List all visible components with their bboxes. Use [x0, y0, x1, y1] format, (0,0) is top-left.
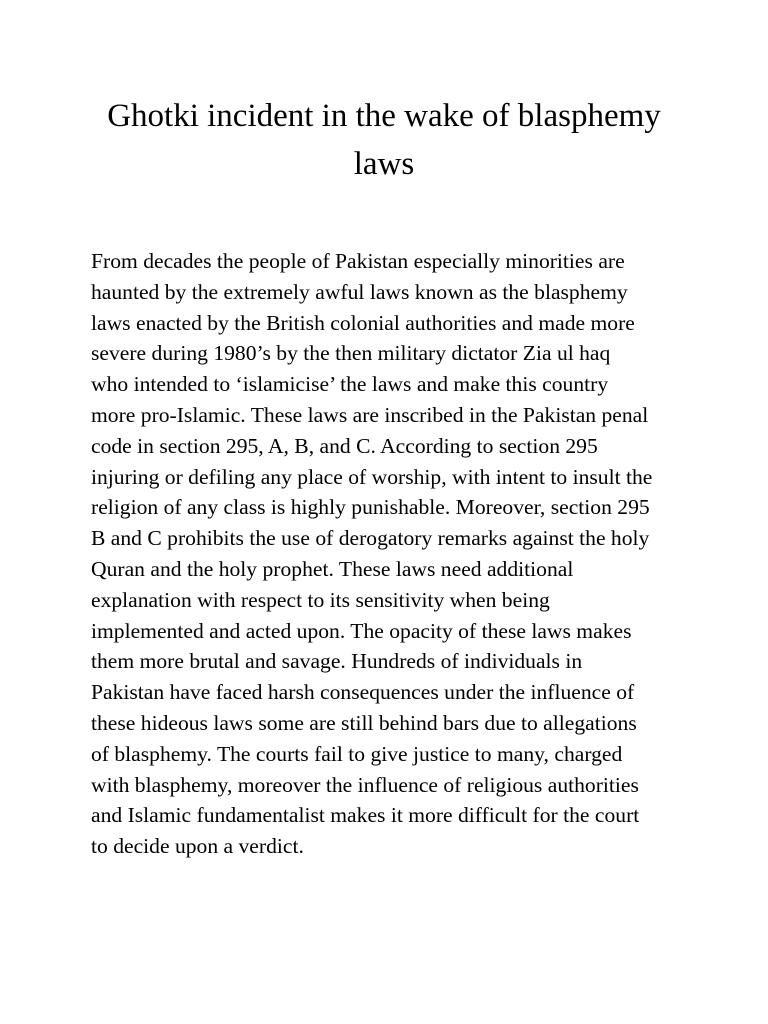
- paragraph-line: haunted by the extremely awful laws known as the blasphemy: [91, 279, 628, 304]
- paragraph-line: more pro-Islamic. These laws are inscribed in the Pakistan penal: [91, 402, 649, 427]
- paragraph-line: severe during 1980’s by the then military dictator Zia ul haq: [91, 341, 611, 366]
- document-title: [84, 92, 684, 188]
- paragraph-line: Quran and the holy prophet. These laws need additional: [91, 556, 574, 581]
- paragraph-line: implemented and acted upon. The opacity of these laws makes: [91, 618, 632, 643]
- paragraph-line: with blasphemy, moreover the influence of religious authorities: [91, 772, 639, 797]
- paragraph-line: B and C prohibits the use of derogatory remarks against the holy: [91, 526, 650, 551]
- paragraph-line: who intended to ‘islamicise’ the laws and make this country: [91, 372, 609, 397]
- paragraph-line: explanation with respect to its sensitivity when being: [91, 587, 550, 612]
- title-line: laws: [353, 146, 415, 182]
- paragraph-line: Pakistan have faced harsh consequences under the influence of: [91, 680, 635, 705]
- title-line: Ghotki incident in the wake of blasphemy: [107, 98, 661, 134]
- paragraph-line: of blasphemy. The courts fail to give justice to many, charged: [91, 741, 623, 766]
- paragraph-line: these hideous laws some are still behind bars due to allegations: [91, 710, 637, 735]
- paragraph-line: to decide upon a verdict.: [91, 834, 304, 859]
- paragraph-line: and Islamic fundamentalist makes it more difficult for the court: [91, 803, 640, 828]
- paragraph-line: religion of any class is highly punishable. Moreover, section 295: [91, 495, 650, 520]
- paragraph-line: laws enacted by the British colonial authorities and made more: [91, 310, 635, 335]
- paragraph-line: code in section 295, A, B, and C. According to section 295: [91, 433, 598, 458]
- paragraph-line: injuring or defiling any place of worship, with intent to insult the: [91, 464, 653, 489]
- paragraph-line: From decades the people of Pakistan especially minorities are: [91, 249, 625, 273]
- paragraph-line: them more brutal and savage. Hundreds of individuals in: [91, 649, 583, 674]
- body-paragraph: [91, 246, 685, 862]
